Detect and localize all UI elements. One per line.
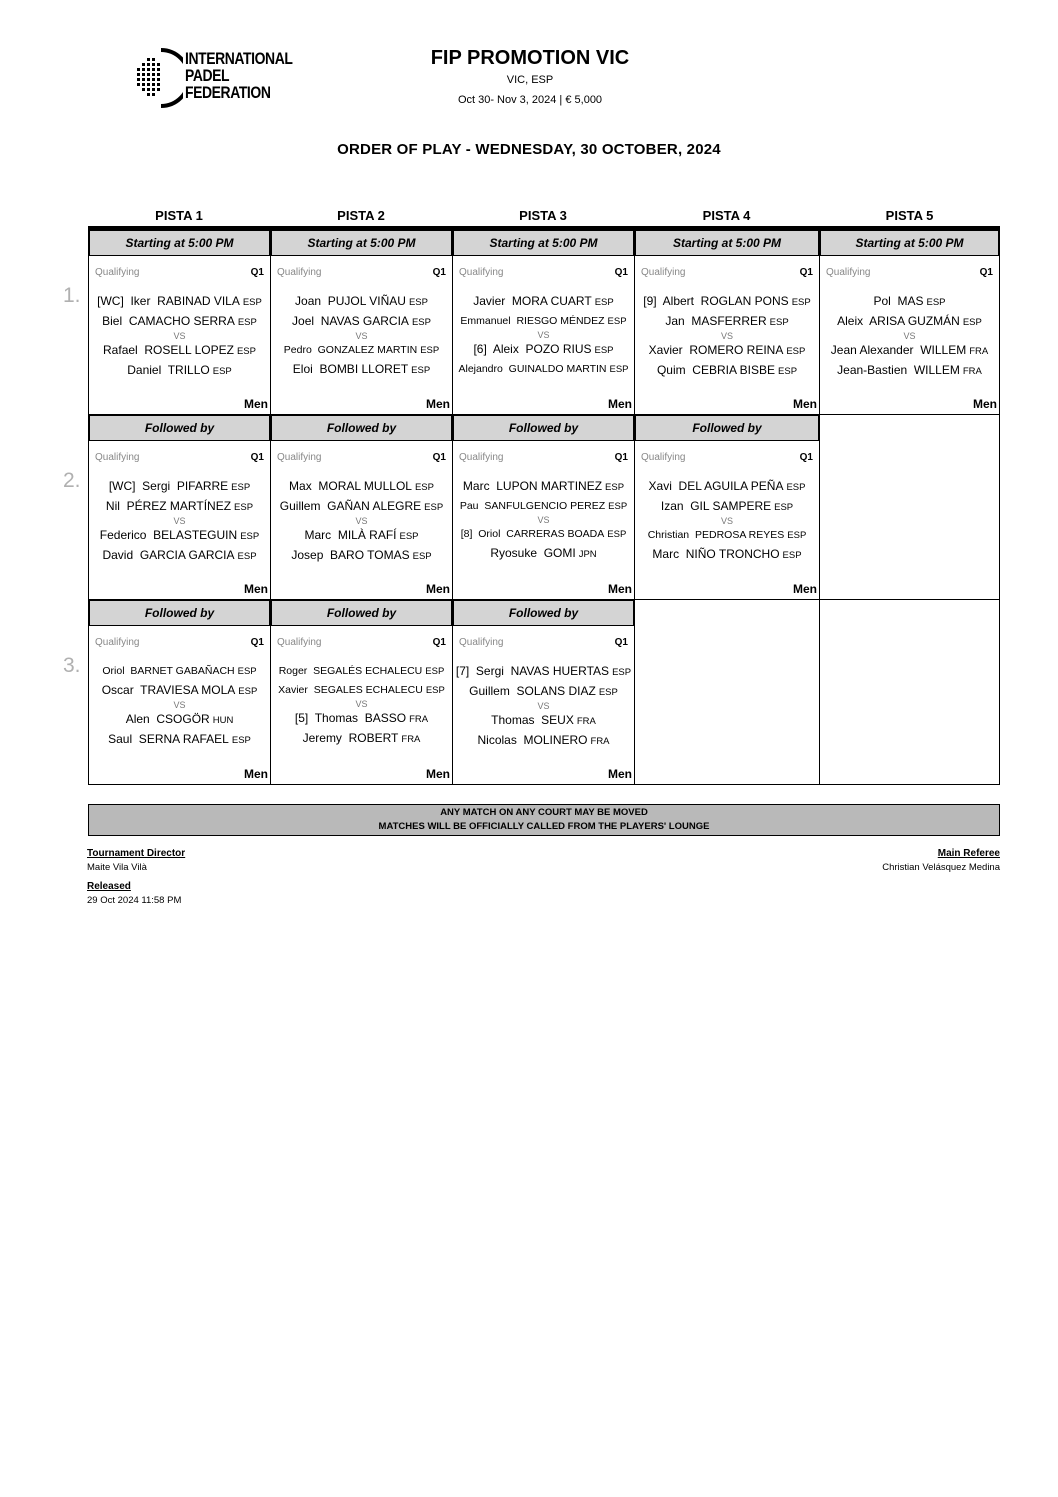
player (89, 497, 270, 517)
released-label: Released (87, 881, 131, 892)
tournament-name: FIP PROMOTION VIC (430, 47, 630, 69)
player-name: Pau SANFULGENCIO PEREZ (459, 500, 606, 512)
match-time: Followed by (271, 415, 452, 441)
court-header: PISTA 3 (519, 208, 567, 223)
player-nationality: ESP (962, 317, 982, 328)
player (89, 730, 270, 750)
match-category: Men (426, 582, 450, 596)
match-teams (271, 292, 452, 380)
court-header: PISTA 1 (155, 208, 203, 223)
player-nationality: ESP (424, 502, 444, 513)
player-name: Oscar TRAVIESA MOLA (101, 683, 236, 697)
match-stage-line (277, 452, 446, 463)
player (635, 545, 819, 565)
player (453, 340, 634, 360)
match-cell (634, 230, 819, 415)
player-name: Jeremy ROBERT (302, 731, 399, 745)
player-name: [WC] Sergi PIFARRE (108, 479, 229, 493)
match-category: Men (793, 397, 817, 411)
match-stage: Qualifying (95, 267, 140, 278)
match-teams (89, 477, 270, 566)
match-stage-line (826, 267, 993, 278)
court-header: PISTA 2 (337, 208, 385, 223)
versus-label: VS (173, 700, 186, 710)
player-nationality: ESP (425, 685, 445, 696)
match-cell (270, 415, 452, 600)
player-name: Marc NIÑO TRONCHO (652, 547, 780, 561)
player-name: Xavier ROMERO REINA (648, 343, 784, 357)
player-name: Saul SERNA RAFAEL (108, 732, 229, 746)
player-nationality: ESP (238, 686, 258, 697)
player-name: Ryosuke GOMI (490, 546, 576, 560)
notice-line: MATCHES WILL BE OFFICIALLY CALLED FROM THE PLAYERS' LOUNGE (378, 821, 710, 832)
player (453, 731, 634, 751)
tournament-director (87, 848, 185, 873)
empty-cell (634, 600, 819, 785)
player-nationality: ESP (769, 317, 789, 328)
player-name: [6] Aleix POZO RIUS (473, 342, 592, 356)
player-nationality: ESP (240, 531, 260, 542)
player-name: Federico BELASTEGUIN (99, 528, 238, 542)
match-cell (452, 600, 634, 785)
match-stage: Qualifying (459, 267, 504, 278)
versus-label: VS (173, 331, 186, 341)
player-name: Jan MASFERRER (665, 314, 767, 328)
match-round: Q1 (614, 637, 628, 648)
match-stage: Qualifying (641, 267, 686, 278)
player-nationality: ESP (612, 667, 632, 678)
match-stage-line (459, 452, 628, 463)
player-name: Oriol BARNET GABAÑACH (102, 665, 235, 677)
player-nationality: FRA (969, 346, 989, 357)
player-name: Alen CSOGÖR (125, 712, 210, 726)
player-name: Nil PÉREZ MARTÍNEZ (105, 499, 232, 513)
match-stage: Qualifying (459, 452, 504, 463)
match-teams (453, 477, 634, 564)
versus-label: VS (537, 701, 550, 711)
player (635, 526, 819, 545)
player-nationality: ESP (237, 551, 257, 562)
row-number: 2. (63, 469, 81, 492)
player (820, 312, 999, 332)
player (271, 546, 452, 566)
player (89, 710, 270, 730)
player (453, 525, 634, 544)
row-number: 3. (63, 654, 81, 677)
player (453, 711, 634, 731)
match-teams (453, 662, 634, 751)
match-time: Followed by (453, 600, 634, 626)
player-name: Pol MAS (873, 294, 924, 308)
match-time: Followed by (89, 600, 270, 626)
player-nationality: ESP (786, 346, 806, 357)
player-nationality: ESP (242, 297, 262, 308)
player-nationality: ESP (412, 551, 432, 562)
fip-logo (133, 46, 303, 110)
versus-label: VS (173, 516, 186, 526)
player-name: Thomas SEUX (491, 713, 574, 727)
court-headers (88, 205, 1000, 230)
match-round: Q1 (614, 452, 628, 463)
player-name: Marc MILÀ RAFÍ (304, 528, 397, 542)
player-name: Eloi BOMBI LLORET (292, 362, 409, 376)
player-name: Marc LUPON MARTINEZ (462, 479, 603, 493)
player (271, 292, 452, 312)
player-nationality: ESP (594, 297, 614, 308)
match-round: Q1 (614, 267, 628, 278)
match-stage: Qualifying (95, 637, 140, 648)
player-nationality: ESP (791, 297, 811, 308)
match-stage: Qualifying (459, 637, 504, 648)
player-name: Daniel TRILLO (127, 363, 210, 377)
player (453, 477, 634, 497)
match-category: Men (608, 582, 632, 596)
player (89, 341, 270, 361)
player-name: Biel CAMACHO SERRA (102, 314, 235, 328)
match-teams (271, 662, 452, 749)
match-category: Men (426, 767, 450, 781)
player-name: David GARCIA GARCIA (102, 548, 235, 562)
player-nationality: ESP (408, 297, 428, 308)
match-time: Followed by (453, 415, 634, 441)
player-nationality: ESP (926, 297, 946, 308)
player (635, 312, 819, 332)
tournament-location: VIC, ESP (506, 74, 554, 86)
match-cell (63, 230, 270, 415)
player-name: Aleix ARISA GUZMÁN (837, 314, 960, 328)
player (453, 292, 634, 312)
match-teams (635, 477, 819, 565)
empty-cell (819, 600, 1000, 785)
match-round: Q1 (979, 267, 993, 278)
court-header: PISTA 5 (885, 208, 934, 223)
player (271, 681, 452, 700)
match-time: Starting at 5:00 PM (453, 230, 634, 256)
player-nationality: ESP (399, 531, 419, 542)
notice-line: ANY MATCH ON ANY COURT MAY BE MOVED (440, 807, 648, 818)
player (635, 361, 819, 381)
player-name: [WC] Iker RABINAD VILA (97, 294, 240, 308)
player-name: Max MORAL MULLOL (289, 479, 412, 493)
versus-label: VS (355, 516, 368, 526)
match-teams (271, 477, 452, 566)
match-stage-line (95, 267, 264, 278)
match-round: Q1 (250, 637, 264, 648)
player-nationality: ESP (420, 345, 440, 356)
player (89, 361, 270, 381)
match-category: Men (973, 397, 997, 411)
schedule-rows (63, 230, 1000, 785)
match-category: Men (244, 767, 268, 781)
match-category: Men (793, 582, 817, 596)
match-teams (635, 292, 819, 381)
player-nationality: FRA (401, 734, 421, 745)
match-cell (270, 600, 452, 785)
match-cell (452, 230, 634, 415)
player-nationality: ESP (605, 482, 625, 493)
director-label: Tournament Director (87, 848, 186, 859)
player (453, 497, 634, 516)
match-time: Starting at 5:00 PM (271, 230, 452, 256)
match-category: Men (608, 767, 632, 781)
versus-label: VS (355, 699, 368, 709)
match-time: Followed by (271, 600, 452, 626)
match-time: Starting at 5:00 PM (89, 230, 270, 256)
player (820, 292, 999, 312)
player (453, 544, 634, 564)
match-cell (270, 230, 452, 415)
player (635, 477, 819, 497)
tournament-header (380, 46, 680, 107)
player-nationality: ESP (212, 366, 232, 377)
player (820, 361, 999, 381)
player-name: Rafael ROSELL LOPEZ (103, 343, 234, 357)
match-stage: Qualifying (277, 267, 322, 278)
player (635, 341, 819, 361)
player (89, 477, 270, 497)
player (453, 662, 634, 682)
empty-cell (819, 415, 1000, 600)
player (453, 682, 634, 702)
player (89, 546, 270, 566)
player-name: Roger SEGALÉS ECHALECU (278, 665, 423, 677)
player-name: Joan PUJOL VIÑAU (295, 294, 406, 308)
match-category: Men (426, 397, 450, 411)
match-stage: Qualifying (641, 452, 686, 463)
match-stage: Qualifying (277, 452, 322, 463)
match-cell (452, 415, 634, 600)
player-nationality: ESP (598, 687, 618, 698)
versus-label: VS (537, 330, 550, 340)
player-name: Guillem SOLANS DIAZ (469, 684, 596, 698)
player-name: Emmanuel RIESGO MÉNDEZ (460, 315, 605, 327)
player-nationality: ESP (236, 346, 256, 357)
match-round: Q1 (250, 452, 264, 463)
player-name: Izan GIL SAMPERE (660, 499, 772, 513)
player-name: Alejandro GUINALDO MARTIN (458, 363, 607, 375)
player-nationality: ESP (782, 550, 802, 561)
player-nationality: ESP (411, 317, 431, 328)
versus-label: VS (537, 515, 550, 525)
schedule-row (63, 415, 1000, 600)
player (89, 526, 270, 546)
match-stage-line (95, 452, 264, 463)
player (271, 312, 452, 332)
player (453, 360, 634, 379)
player-nationality: ESP (231, 735, 251, 746)
player-nationality: ESP (594, 345, 614, 356)
main-referee (882, 848, 1000, 873)
player-nationality: ESP (231, 482, 251, 493)
match-cell (63, 415, 270, 600)
player-nationality: FRA (576, 716, 596, 727)
player-nationality: ESP (608, 501, 628, 512)
match-stage-line (277, 637, 446, 648)
player (271, 729, 452, 749)
player-nationality: FRA (409, 714, 429, 725)
player (89, 292, 270, 312)
player-nationality: FRA (590, 736, 610, 747)
player-nationality: ESP (787, 530, 807, 541)
player-nationality: JPN (578, 549, 597, 560)
referee-label: Main Referee (937, 848, 1000, 859)
player-name: Christian PEDROSA REYES (647, 529, 785, 541)
player-name: [5] Thomas BASSO (294, 711, 407, 725)
player (271, 341, 452, 360)
released-value: 29 Oct 2024 11:58 PM (87, 895, 182, 906)
match-round: Q1 (432, 452, 446, 463)
court-header: PISTA 4 (702, 208, 751, 223)
match-stage: Qualifying (95, 452, 140, 463)
row-number: 1. (63, 284, 81, 307)
match-teams (820, 292, 999, 381)
match-round: Q1 (250, 267, 264, 278)
player-name: Xavier SEGALES ECHALECU (278, 684, 423, 696)
player-name: Javier MORA CUART (473, 294, 592, 308)
schedule-row (63, 600, 1000, 785)
match-stage-line (641, 452, 813, 463)
match-time: Followed by (635, 415, 819, 441)
player-name: Quim CEBRIA BISBE (656, 363, 776, 377)
match-time: Followed by (89, 415, 270, 441)
player-name: [8] Oriol CARRERAS BOADA (460, 528, 605, 540)
versus-label: VS (720, 516, 733, 526)
match-teams (89, 292, 270, 381)
player-name: Nicolas MOLINERO (477, 733, 588, 747)
player-nationality: ESP (786, 482, 806, 493)
versus-label: VS (720, 331, 733, 341)
player-name: Guillem GAÑAN ALEGRE (279, 499, 422, 513)
player-name: [9] Albert ROGLAN PONS (643, 294, 789, 308)
player (89, 312, 270, 332)
player-nationality: ESP (425, 666, 445, 677)
player (635, 292, 819, 312)
match-round: Q1 (432, 267, 446, 278)
player (271, 662, 452, 681)
match-round: Q1 (799, 267, 813, 278)
player-nationality: HUN (212, 715, 234, 726)
match-stage: Qualifying (826, 267, 871, 278)
player (820, 341, 999, 361)
match-round: Q1 (799, 452, 813, 463)
player-nationality: ESP (607, 316, 627, 327)
match-stage-line (277, 267, 446, 278)
match-cell (819, 230, 1000, 415)
player-nationality: ESP (778, 366, 798, 377)
match-cell (634, 415, 819, 600)
player (453, 312, 634, 331)
player-nationality: ESP (237, 666, 257, 677)
match-time: Starting at 5:00 PM (635, 230, 819, 256)
player-nationality: ESP (609, 364, 629, 375)
player-name: Pedro GONZALEZ MARTIN (283, 344, 418, 356)
match-stage-line (459, 267, 628, 278)
match-category: Men (244, 582, 268, 596)
director-name: Maite Vila Vilà (87, 862, 147, 873)
player (271, 709, 452, 729)
schedule-row (63, 230, 1000, 415)
match-teams (453, 292, 634, 379)
versus-label: VS (355, 331, 368, 341)
player (271, 477, 452, 497)
player-nationality: ESP (607, 529, 627, 540)
fip-logo-mark-icon (133, 46, 183, 110)
match-time: Starting at 5:00 PM (820, 230, 999, 256)
player-name: [7] Sergi NAVAS HUERTAS (455, 664, 610, 678)
player-nationality: ESP (414, 482, 434, 493)
player-name: Xavi DEL AGUILA PEÑA (648, 479, 784, 493)
player (89, 681, 270, 701)
player (271, 360, 452, 380)
match-cell (63, 600, 270, 785)
match-stage-line (459, 637, 628, 648)
match-round: Q1 (432, 637, 446, 648)
match-stage: Qualifying (277, 637, 322, 648)
player (271, 526, 452, 546)
match-category: Men (608, 397, 632, 411)
schedule-notice (88, 804, 1000, 836)
schedule-grid (63, 205, 1000, 785)
match-category: Men (244, 397, 268, 411)
player-name: Joel NAVAS GARCIA (292, 314, 409, 328)
release-info (87, 881, 181, 906)
player-name: Jean-Bastien WILLEM (837, 363, 960, 377)
player (635, 497, 819, 517)
player-nationality: ESP (411, 365, 431, 376)
match-stage-line (641, 267, 813, 278)
player-nationality: FRA (962, 366, 982, 377)
match-stage-line (95, 637, 264, 648)
player-nationality: ESP (237, 317, 257, 328)
tournament-dates-prize: Oct 30- Nov 3, 2024 | € 5,000 (457, 94, 603, 106)
player (89, 662, 270, 681)
player-name: Josep BARO TOMAS (291, 548, 410, 562)
referee-name: Christian Velásquez Medina (882, 862, 1000, 873)
order-of-play-title: ORDER OF PLAY - WEDNESDAY, 30 OCTOBER, 2024 (337, 141, 721, 158)
fip-logo-text: INTERNATIONAL PADEL FEDERATION (185, 49, 293, 102)
player-nationality: ESP (234, 502, 254, 513)
match-teams (89, 662, 270, 750)
player-name: Jean Alexander WILLEM (830, 343, 967, 357)
player-nationality: ESP (774, 502, 794, 513)
versus-label: VS (903, 331, 916, 341)
player (271, 497, 452, 517)
